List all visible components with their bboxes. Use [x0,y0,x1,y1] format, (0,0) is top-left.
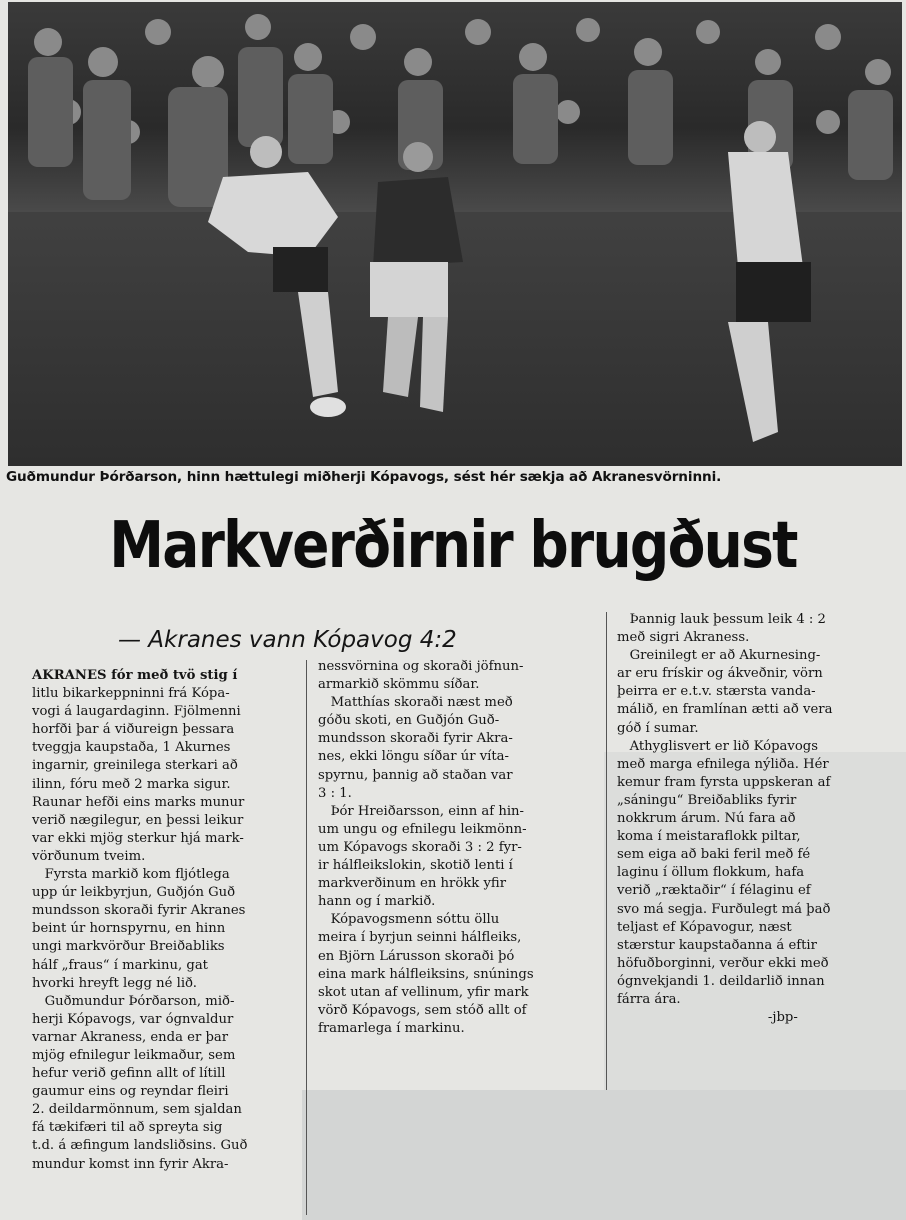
text-line: koma í meistaraflokk piltar, [617,829,801,845]
text-line: sem eiga að baki feril með fé [617,847,811,863]
text-line: tveggja kaupstaða, 1 Akurnes [32,740,231,756]
text-line: stærstur kaupstaðanna á eftir [617,937,817,953]
text-line: „sáningu“ Breiðabliks fyrir [617,792,797,808]
text-line: nes, ekki löngu síðar úr víta- [318,749,509,765]
text-line: upp úr leikbyrjun, Guðjón Guð [32,885,236,901]
text-line: nokkrum árum. Nú fara að [617,811,796,827]
text-line: verið „ræktaðir“ í félaginu ef [617,883,811,899]
text-line: góðu skoti, en Guðjón Guð- [318,713,500,729]
column-divider-1 [306,660,307,1215]
text-line: málið, en framlínan ætti að vera [617,702,833,718]
text-line: með sigri Akraness. [617,630,750,646]
text-line: mundur komst inn fyrir Akra- [32,1156,229,1172]
text-line: Þór Hreiðarsson, einn af hin- [318,803,525,819]
text-line: varnar Akraness, enda er þar [32,1029,229,1045]
football-match-photo-icon [8,2,902,466]
text-line: fárra ára. [617,991,681,1007]
text-line: litlu bikarkeppninni frá Kópa- [32,686,230,702]
background-gap [302,1090,906,1220]
subheadline: — Akranes vann Kópavog 4:2 [118,627,457,653]
text-line: gaumur eins og reyndar fleiri [32,1084,229,1100]
text-line: Fyrsta markið kom fljótlega [32,867,230,883]
column-divider-2 [606,612,607,1090]
text-line: framarlega í markinu. [318,1020,465,1036]
text-line: horfði þar á viðureign þessara [32,722,235,738]
text-line: mundsson skoraði fyrir Akra- [318,731,513,747]
text-line: Athyglisvert er lið Kópavogs [617,738,819,754]
text-line: herji Kópavogs, var ógnvaldur [32,1011,234,1027]
photo-caption: Guðmundur Þórðarson, hinn hættulegi miðherji Kópavogs, sést hér sækja að Akranesvörninni. [6,469,722,485]
text-line: markverðinum en hrökk yfir [318,876,507,892]
article-column-1 [32,667,300,1174]
text-line: hann og í markið. [318,894,436,910]
text-line: ilinn, fóru með 2 marka sigur. [32,776,231,792]
text-line: höfuðborginni, verður ekki með [617,955,829,971]
text-line: með marga efnilega nýliða. Hér [617,756,829,772]
text-line: skot utan af vellinum, yfir mark [318,984,529,1000]
text-line: -jbp- [617,1010,798,1026]
text-line: Þannig lauk þessum leik 4 : 2 [617,612,826,627]
text-line: AKRANES fór með tvö stig í [32,668,238,683]
text-line: en Björn Lárusson skoraði þó [318,948,515,964]
text-line: teljast ef Kópavogur, næst [617,919,792,935]
text-line: hefur verið gefinn allt of lítill [32,1066,226,1082]
text-line: ir hálfleikslokin, skotið lenti í [318,858,513,874]
text-line: Guðmundur Þórðarson, mið- [32,993,235,1009]
text-line: mundsson skoraði fyrir Akranes [32,903,246,919]
text-line: hálf „fraus“ í markinu, gat [32,957,208,973]
text-line: 3 : 1. [318,785,352,801]
text-line: Raunar hefði eins marks munur [32,794,245,810]
text-line: ógnvekjandi 1. deildarlið innan [617,973,825,989]
text-line: 2. deildarmönnum, sem sjaldan [32,1102,242,1118]
text-line: nessvörnina og skoraði jöfnun- [318,659,524,674]
text-line: verið nægilegur, en þessi leikur [32,812,244,828]
text-line: spyrnu, þannig að staðan var [318,767,513,783]
text-line: meira í byrjun seinni hálfleiks, [318,930,522,946]
text-line: ingarnir, greinilega sterkari að [32,758,238,774]
text-line: Greinilegt er að Akurnesing- [617,648,821,664]
text-line: fá tækifæri til að spreyta sig [32,1120,223,1136]
text-line: vörð Kópavogs, sem stóð allt of [318,1002,527,1018]
text-line: ungi markvörður Breiðabliks [32,939,225,955]
text-line: um ungu og efnilegu leikmönn- [318,821,527,837]
text-line: var ekki mjög sterkur hjá mark- [32,830,244,846]
text-line: eina mark hálfleiksins, snúnings [318,966,534,982]
football-match-photo [8,2,902,466]
text-line: hvorki hreyft legg né lið. [32,975,197,991]
text-line: góð í sumar. [617,720,699,736]
headline: Markverðirnir brugðust [109,509,797,583]
text-line: Kópavogsmenn sóttu öllu [318,912,500,928]
text-line: t.d. á æfingum landsliðsins. Guð [32,1138,248,1154]
text-line: þeirra er e.t.v. stærsta vanda- [617,684,816,700]
text-line: beint úr hornspyrnu, en hinn [32,921,226,937]
text-line: ar eru frískir og ákveðnir, vörn [617,666,823,682]
text-line: svo má segja. Furðulegt má það [617,901,831,917]
text-line: laginu í öllum flokkum, hafa [617,865,805,881]
text-line: kemur fram fyrsta uppskeran af [617,774,831,790]
text-line: vörðunum tveim. [32,848,146,864]
article-column-2 [318,658,602,1038]
text-line: Matthías skoraði næst með [318,695,513,711]
text-line: armarkið skömmu síðar. [318,677,480,693]
text-line: mjög efnilegur leikmaður, sem [32,1047,236,1063]
article-column-3 [617,611,897,1027]
text-line: um Kópavogs skoraði 3 : 2 fyr- [318,839,522,855]
text-line: vogi á laugardaginn. Fjölmenni [32,704,241,720]
